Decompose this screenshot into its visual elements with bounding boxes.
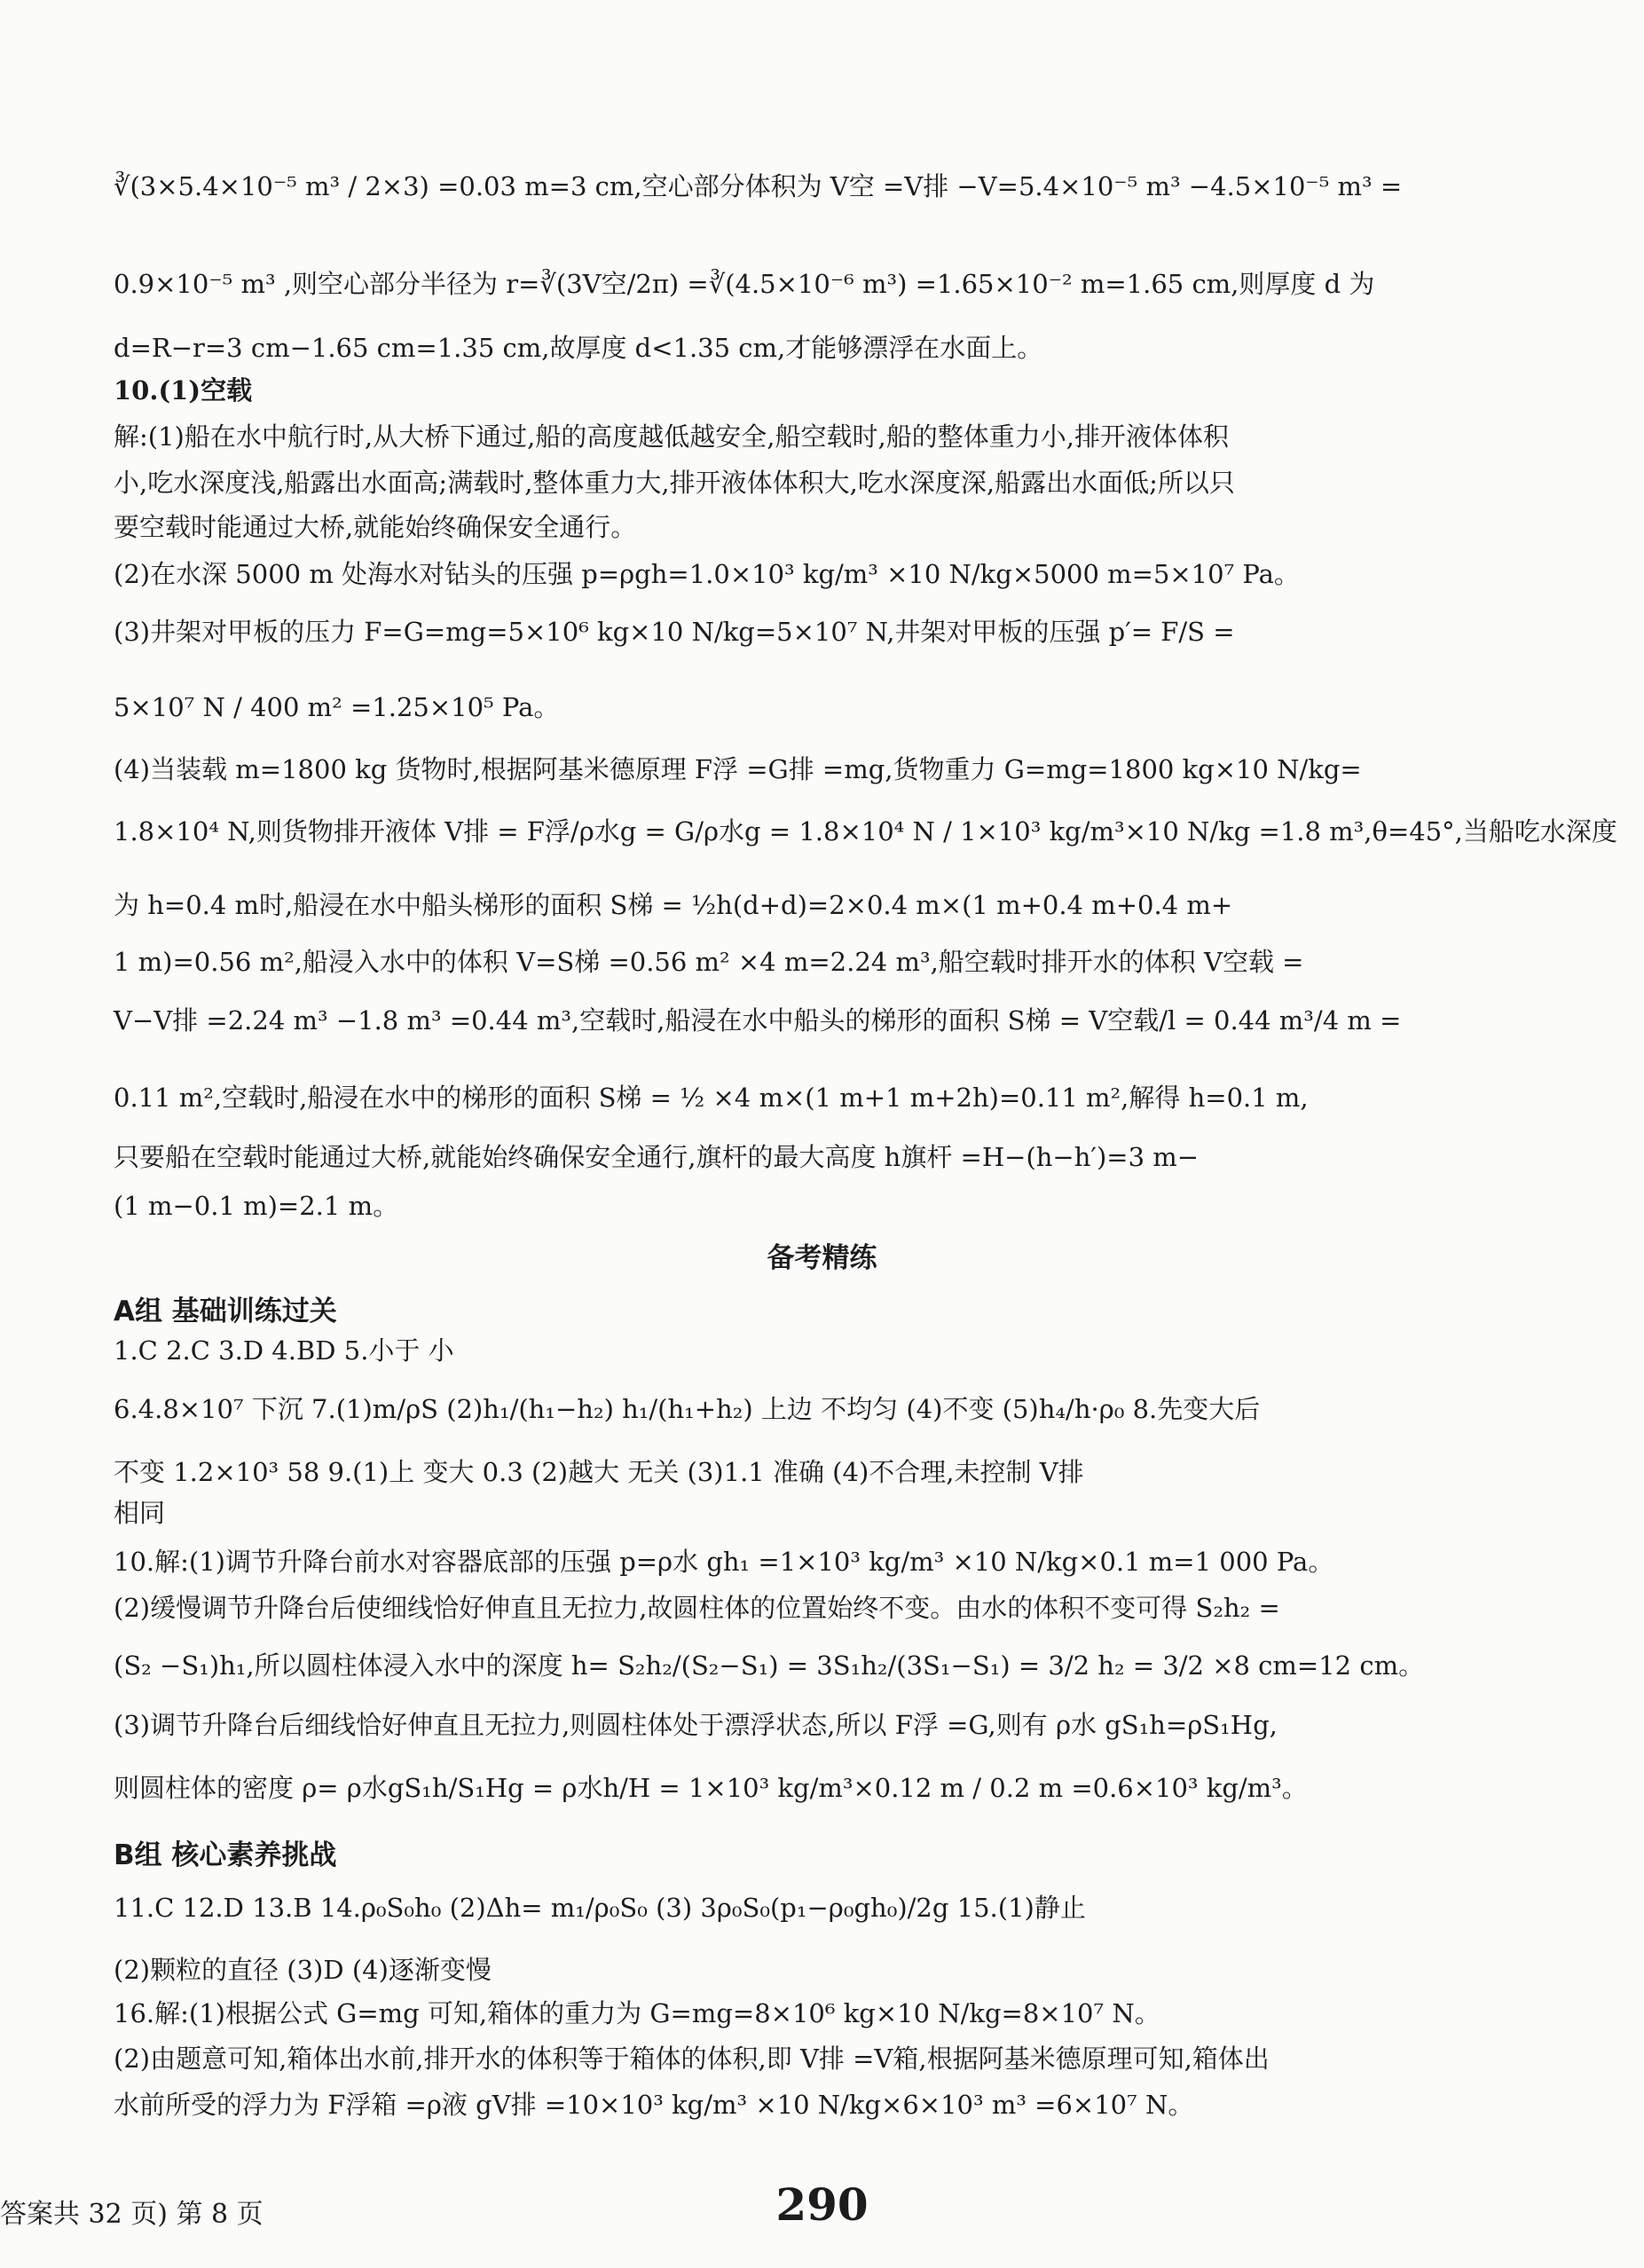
text-line: 0.11 m²,空载时,船浸在水中的梯形的面积 S梯 = ½ ×4 m×(1 m+1 m+2h)=0.11 m²,解得 h=0.1 m, xyxy=(114,1083,1309,1113)
group-a-title: A组 基础训练过关 xyxy=(114,1295,337,1327)
answer-line: 10.解:(1)调节升降台前水对容器底部的压强 p=ρ水 gh₁ =1×10³ kg/m³ ×10 N/kg×0.1 m=1 000 Pa。 xyxy=(114,1547,1334,1577)
group-b-title: B组 核心素养挑战 xyxy=(114,1839,337,1871)
text-line: 1 m)=0.56 m²,船浸入水中的体积 V=S梯 =0.56 m² ×4 m=2.24 m³,船空载时排开水的体积 V空载 = xyxy=(114,947,1304,977)
answer-line: 16.解:(1)根据公式 G=mg 可知,箱体的重力为 G=mg=8×10⁶ kg×10 N/kg=8×10⁷ N。 xyxy=(114,1998,1160,2028)
text-line: (1 m−0.1 m)=2.1 m。 xyxy=(114,1191,399,1221)
text-line: (2)在水深 5000 m 处海水对钻头的压强 p=ρgh=1.0×10³ kg/m³ ×10 N/kg×5000 m=5×10⁷ Pa。 xyxy=(114,559,1300,589)
text-line: 要空载时能通过大桥,就能始终确保安全通行。 xyxy=(114,512,637,542)
text-line: 解:(1)船在水中航行时,从大桥下通过,船的高度越低越安全,船空载时,船的整体重力小,排开液体体积 xyxy=(114,421,1229,452)
text-line: (4)当装载 m=1800 kg 货物时,根据阿基米德原理 F浮 =G排 =mg,货物重力 G=mg=1800 kg×10 N/kg= xyxy=(114,754,1362,784)
answer-line: 相同 xyxy=(114,1498,166,1528)
text-line: 1.8×10⁴ N,则货物排开液体 V排 = F浮/ρ水g = G/ρ水g = 1.8×10⁴ N / 1×10³ kg/m³×10 N/kg =1.8 m³,θ=45°,当船吃水深度 xyxy=(114,816,1617,847)
text-line: (3)井架对甲板的压力 F=G=mg=5×10⁶ kg×10 N/kg=5×10⁷ N,井架对甲板的压强 p′= F/S = xyxy=(114,617,1235,647)
text-line: 0.9×10⁻⁵ m³ ,则空心部分半径为 r=∛(3V空/2π) =∛(4.5×10⁻⁶ m³) =1.65×10⁻² m=1.65 cm,则厚度 d 为 xyxy=(114,269,1375,299)
section-title: 备考精练 xyxy=(767,1242,877,1274)
text-line: 5×10⁷ N / 400 m² =1.25×10⁵ Pa。 xyxy=(114,692,560,722)
answer-line: (3)调节升降台后细线恰好伸直且无拉力,则圆柱体处于漂浮状态,所以 F浮 =G,则有 ρ水 gS₁h=ρS₁Hg, xyxy=(114,1710,1278,1740)
answer-line: 不变 1.2×10³ 58 9.(1)上 变大 0.3 (2)越大 无关 (3)1.1 准确 (4)不合理,未控制 V排 xyxy=(114,1457,1084,1487)
answer-line: (S₂ −S₁)h₁,所以圆柱体浸入水中的深度 h= S₂h₂/(S₂−S₁) = 3S₁h₂/(3S₁−S₁) = 3/2 h₂ = 3/2 ×8 cm=12 cm。 xyxy=(114,1650,1425,1681)
question-heading: 10.(1)空载 xyxy=(114,375,253,406)
answer-line: 6.4.8×10⁷ 下沉 7.(1)m/ρS (2)h₁/(h₁−h₂) h₁/(h₁+h₂) 上边 不均匀 (4)不变 (5)h₄/h·ρ₀ 8.先变大后 xyxy=(114,1394,1261,1424)
answer-line: 水前所受的浮力为 F浮箱 =ρ液 gV排 =10×10³ kg/m³ ×10 N/kg×6×10³ m³ =6×10⁷ N。 xyxy=(114,2090,1194,2120)
text-line: V−V排 =2.24 m³ −1.8 m³ =0.44 m³,空载时,船浸在水中船头的梯形的面积 S梯 = V空载/l = 0.44 m³/4 m = xyxy=(114,1005,1402,1036)
text-line: ∛(3×5.4×10⁻⁵ m³ / 2×3) =0.03 m=3 cm,空心部分体积为 V空 =V排 −V=5.4×10⁻⁵ m³ −4.5×10⁻⁵ m³ = xyxy=(114,171,1403,201)
answer-line: (2)缓慢调节升降台后使细线恰好伸直且无拉力,故圆柱体的位置始终不变。由水的体积不变可得 S₂h₂ = xyxy=(114,1593,1280,1623)
footer-page-info: 答案共 32 页) 第 8 页 xyxy=(0,2199,264,2230)
text-line: d=R−r=3 cm−1.65 cm=1.35 cm,故厚度 d<1.35 cm,才能够漂浮在水面上。 xyxy=(114,333,1043,363)
answer-line: 则圆柱体的密度 ρ= ρ水gS₁h/S₁Hg = ρ水h/H = 1×10³ kg/m³×0.12 m / 0.2 m =0.6×10³ kg/m³。 xyxy=(114,1773,1308,1803)
answer-line: (2)由题意可知,箱体出水前,排开水的体积等于箱体的体积,即 V排 =V箱,根据阿基米德原理可知,箱体出 xyxy=(114,2044,1270,2074)
text-line: 只要船在空载时能通过大桥,就能始终确保安全通行,旗杆的最大高度 h旗杆 =H−(h−h′)=3 m− xyxy=(114,1142,1200,1172)
text-line: 小,吃水深度浅,船露出水面高;满载时,整体重力大,排开液体体积大,吃水深度深,船露出水面低;所以只 xyxy=(114,468,1235,498)
answer-line: (2)颗粒的直径 (3)D (4)逐渐变慢 xyxy=(114,1955,492,1985)
text-line: 为 h=0.4 m时,船浸在水中船头梯形的面积 S梯 = ½h(d+d)=2×0.4 m×(1 m+0.4 m+0.4 m+ xyxy=(114,890,1233,920)
answer-line: 11.C 12.D 13.B 14.ρ₀S₀h₀ (2)Δh= m₁/ρ₀S₀ (3) 3ρ₀S₀(p₁−ρ₀gh₀)/2g 15.(1)静止 xyxy=(114,1893,1086,1923)
page-number: 290 xyxy=(775,2178,869,2231)
answer-line: 1.C 2.C 3.D 4.BD 5.小于 小 xyxy=(114,1335,454,1366)
